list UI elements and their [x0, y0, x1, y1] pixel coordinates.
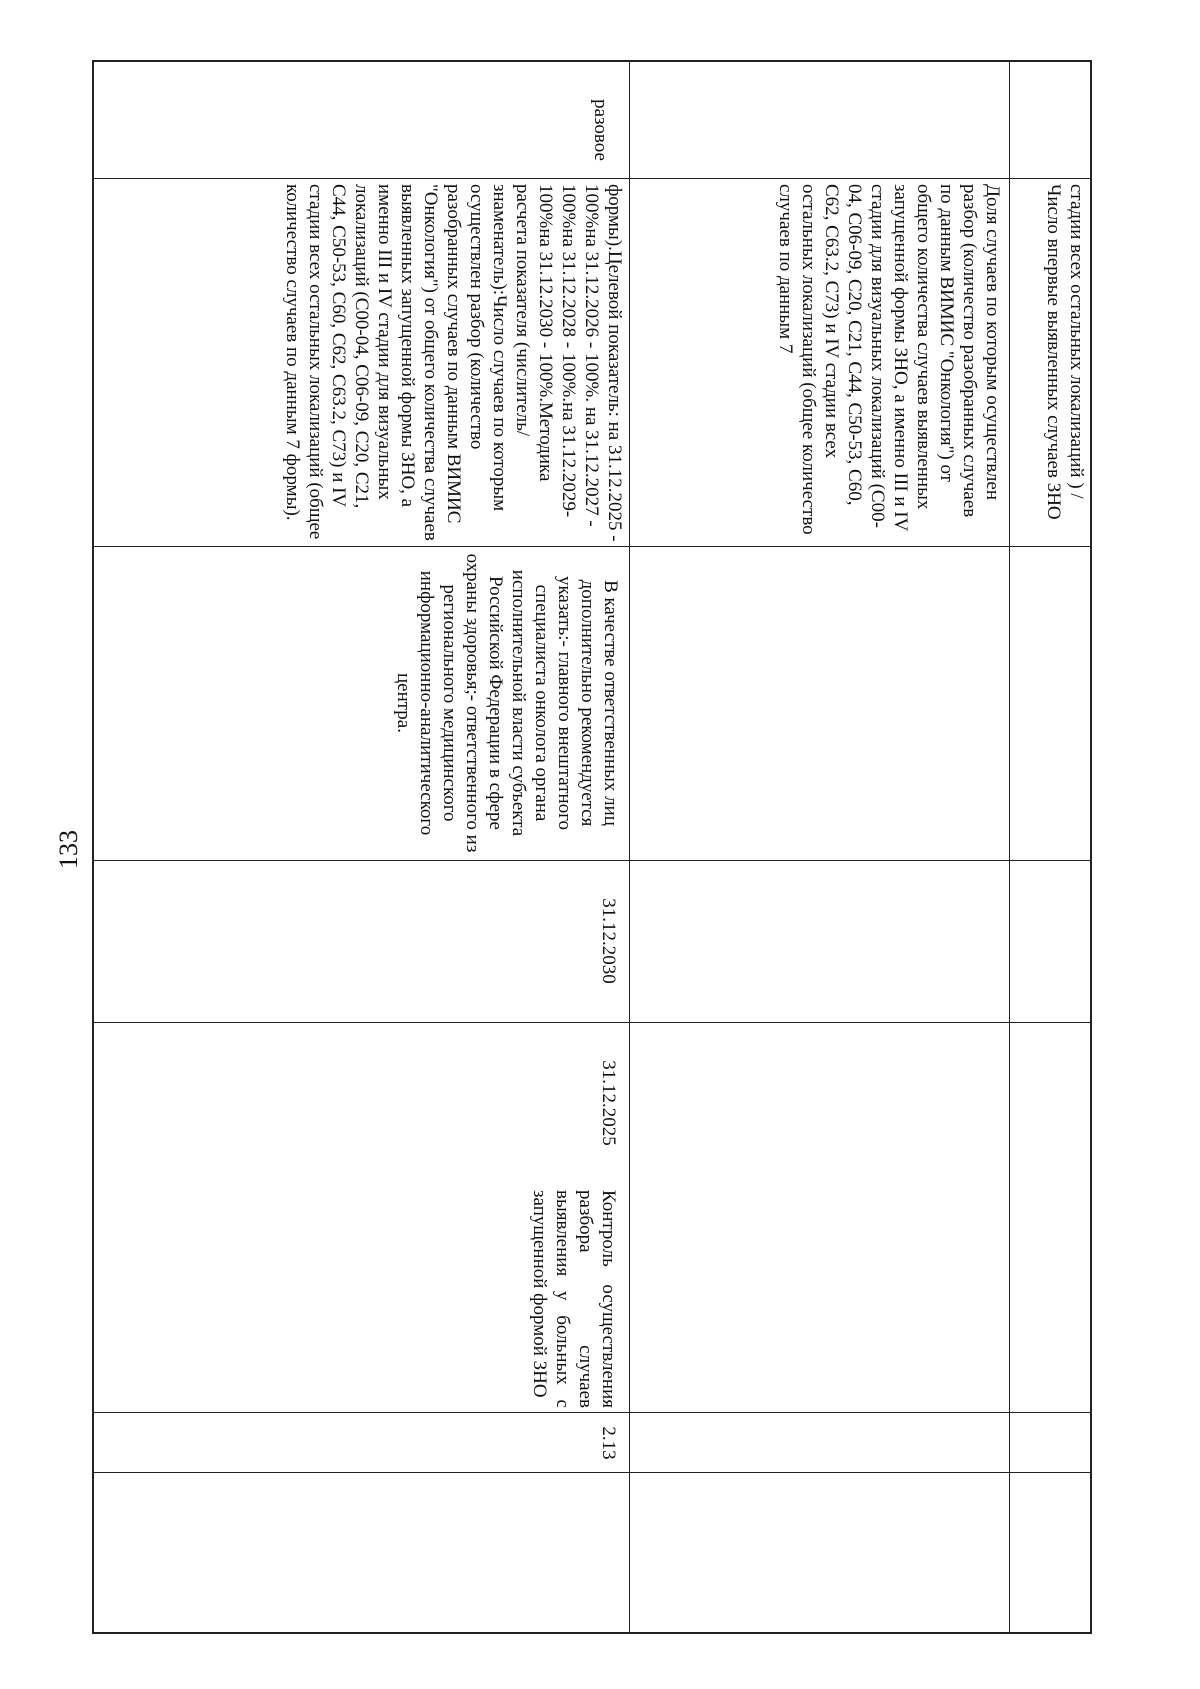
table-border-right	[92, 1632, 1092, 1634]
table-border-top	[1090, 60, 1092, 1634]
column-divider	[92, 546, 1092, 547]
column-divider	[92, 1412, 1092, 1413]
indicator-cell-middle: Доля случаев по которым осуществлен разбор (количество разобранных случаев по данным ВИМИС "Онкология") от общего количества случаев выявленных запущенной формы ЗНО, а именно III и IV стадии для визуальных локализаций (С00-04, С06-09, С20, С21, С44, С50-53, С60, С62, С63.2, С73) и IV стадии всех остальных локализаций (общее количество случаев по данным 7	[775, 184, 1003, 535]
column-divider	[92, 860, 1092, 861]
indicator-cell-2-13: формы).Целевой показатель: на 31.12.2025 - 100%на 31.12.2026 - 100%. на 31.12.2027 - 100%на 31.12.2028 - 100%.на 31.12.2029- 100%на 31.12.2030 - 100%.Методика расчета показателя (числитель/знаменатель):Число случаев по которым осуществлен разбор (количество разобранных случаев по данным ВИМИС "Онкология") от общего количества случаев выявленных запущенной формы ЗНО, а именно III и IV стадии для визуальных локализаций (С00-04, С06-09, С20, С21, С44, С50-53, С60, С62, С63.2, С73) и IV стадии всех остальных локализаций (общее количество случаев по данным 7 формы).	[282, 184, 625, 542]
activity-name-cell: Контроль осуществления разбора случаев выявления у больных с запущенной формой ЗНО	[529, 1190, 619, 1408]
start-date-cell: 31.12.2025	[598, 1060, 619, 1146]
frequency-cell: разовое	[590, 99, 611, 161]
rotated-table	[92, 60, 1092, 1634]
end-date-cell: 31.12.2030	[598, 898, 619, 984]
column-divider	[92, 1022, 1092, 1023]
column-divider	[92, 1472, 1092, 1473]
indicator-cell-top: стадии всех остальных локализаций ) /Число впервые выявленных случаев ЗНО	[1043, 184, 1087, 520]
responsible-cell: В качестве ответственных лиц дополнительно рекомендуется указать:- главного внештатного специалиста онколога органа исполнительной власти субъекта Российской Федерации в сфере охраны здоровья;- ответственного из регионального медицинского информационно-аналитического центра.	[393, 553, 621, 853]
row-divider	[1009, 60, 1010, 1634]
row-divider	[629, 60, 630, 1634]
page-number: 133	[54, 830, 83, 870]
row-number-cell: 2.13	[598, 1426, 619, 1460]
column-divider	[92, 178, 1092, 179]
table-border-left	[92, 60, 1092, 62]
